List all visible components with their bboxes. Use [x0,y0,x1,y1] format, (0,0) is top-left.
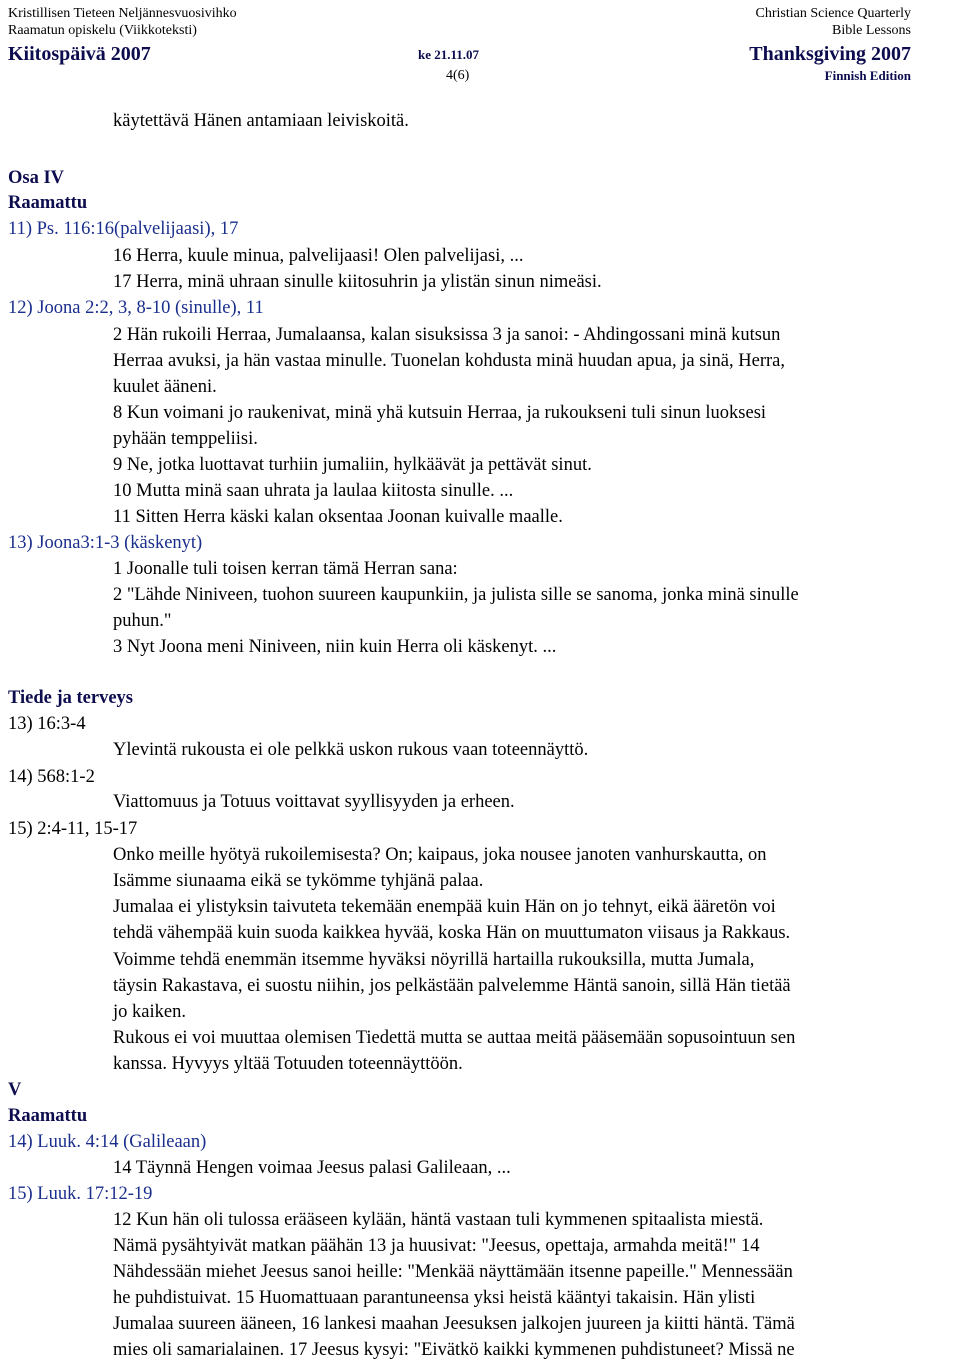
text-line: Onko meille hyötyä rukoilemisesta? On; kaipaus, joka nousee janoten vanhurskautta, on [113,845,767,865]
text-line: Nämä pysähtyivät matkan päähän 13 ja huusivat: "Jeesus, opettaja, armahda meitä!" 14 [113,1236,760,1256]
text-line: Jumalaa suureen ääneen, 16 lankesi maahan Jeesuksen jalkojen juureen ja kiitti häntä. Tämä [113,1314,795,1334]
text-line: puhun." [113,611,172,631]
header-left-subtitle: Raamatun opiskelu (Viikkoteksti) [8,23,197,38]
text-line: 2 Hän rukoili Herraa, Jumalaansa, kalan sisuksissa 3 ja sanoi: - Ahdingossani minä kutsun [113,325,781,345]
text-line: he puhdistuivat. 15 Huomattuaan parantuneensa yksi heistä kääntyi takaisin. Hän ylisti [113,1288,756,1308]
section-heading: V [8,1080,22,1100]
section-heading: Raamattu [8,193,88,213]
citation-reference: 11) Ps. 116:16(palvelijaasi), 17 [8,219,239,239]
text-line: tehdä vähempää kuin suoda kaikkea hyvää, koska Hän on muuttumaton viisaus ja Rakkaus. [113,923,791,943]
header-edition: Finnish Edition [824,68,911,83]
text-line: Isämme siunaama eikä se tykömme tyhjänä palaa. [113,871,484,891]
page-header [0,0,960,92]
text-line: 1 Joonalle tuli toisen kerran tämä Herran sana: [113,559,458,579]
text-line: 10 Mutta minä saan uhrata ja laulaa kiitosta sinulle. ... [113,481,514,501]
text-line: jo kaiken. [113,1002,186,1022]
header-left-title: Kristillisen Tieteen Neljännesvuosivihko [8,6,237,21]
text-line: 14) 568:1-2 [8,767,95,787]
text-line: Nähdessään miehet Jeesus sanoi heille: "Menkää näyttämään itsenne papeille." Mennessään [113,1262,793,1282]
text-line: täysin Rakastava, ei suostu niihin, jos pelkästään palvelemme Häntä sanoin, sillä Hän tietää [113,976,791,996]
text-line: 17 Herra, minä uhraan sinulle kiitosuhrin ja ylistän sinun nimeäsi. [113,272,602,292]
text-line: 9 Ne, jotka luottavat turhiin jumaliin, hylkäävät ja pettävät sinut. [113,455,592,475]
text-line: 3 Nyt Joona meni Niniveen, niin kuin Herra oli käskenyt. ... [113,637,557,657]
text-line: Herraa avuksi, ja hän vastaa minulle. Tuonelan kohdusta minä huudan apua, ja sinä, Herra, [113,351,785,371]
citation-reference: 12) Joona 2:2, 3, 8-10 (sinulle), 11 [8,298,264,318]
text-line: Ylevintä rukousta ei ole pelkkä uskon rukous vaan toteennäyttö. [113,740,589,760]
header-page-number: 4(6) [446,68,470,83]
text-line: 12 Kun hän oli tulossa erääseen kylään, häntä vastaan tuli kymmenen spitaalista miestä. [113,1210,764,1230]
header-right-title: Christian Science Quarterly [755,6,911,21]
text-line: 16 Herra, kuule minua, palvelijaasi! Olen palvelijasi, ... [113,246,524,266]
header-title-english: Thanksgiving 2007 [749,43,911,65]
text-line: 15) 2:4-11, 15-17 [8,819,138,839]
text-line: käytettävä Hänen antamiaan leiviskoitä. [113,111,409,131]
text-line: Jumalaa ei ylistyksin taivuteta tekemään enempää kuin Hän on jo tehnyt, eikä ääretön voi [113,897,776,917]
text-line: pyhään temppeliisi. [113,429,258,449]
text-line: kuulet ääneni. [113,377,217,397]
header-title-finnish: Kiitospäivä 2007 [8,43,151,65]
text-line: 11 Sitten Herra käski kalan oksentaa Joonan kuivalle maalle. [113,507,563,527]
citation-reference: 13) Joona3:1-3 (käskenyt) [8,533,203,553]
citation-reference: 15) Luuk. 17:12-19 [8,1184,153,1204]
section-heading: Raamattu [8,1106,88,1126]
text-line: 14 Täynnä Hengen voimaa Jeesus palasi Galileaan, ... [113,1158,511,1178]
text-line: 2 "Lähde Niniveen, tuohon suureen kaupunkiin, ja julista sille se sanoma, jonka minä sinulle [113,585,799,605]
text-line: mies oli samarialainen. 17 Jeesus kysyi: "Eivätkö kaikki kymmenen puhdistuneet? Missä ne [113,1340,795,1360]
text-line: Voimme tehdä enemmän itsemme hyväksi nöyrillä hartailla rukouksilla, mutta Jumala, [113,950,755,970]
text-line: Viattomuus ja Totuus voittavat syyllisyyden ja erheen. [113,792,515,812]
header-date: ke 21.11.07 [418,47,480,62]
text-line: 8 Kun voimani jo raukenivat, minä yhä kutsuin Herraa, ja rukoukseni tuli sinun luoksesi [113,403,767,423]
text-line: 13) 16:3-4 [8,714,86,734]
citation-reference: 14) Luuk. 4:14 (Galileaan) [8,1132,207,1152]
text-line: Rukous ei voi muuttaa olemisen Tiedettä mutta se auttaa meitä pääsemään sopusointuun sen [113,1028,796,1048]
header-right-subtitle: Bible Lessons [832,23,911,38]
text-line: kanssa. Hyvyys yltää Totuuden toteennäyttöön. [113,1054,463,1074]
section-heading: Osa IV [8,168,65,188]
section-heading: Tiede ja terveys [8,688,134,708]
